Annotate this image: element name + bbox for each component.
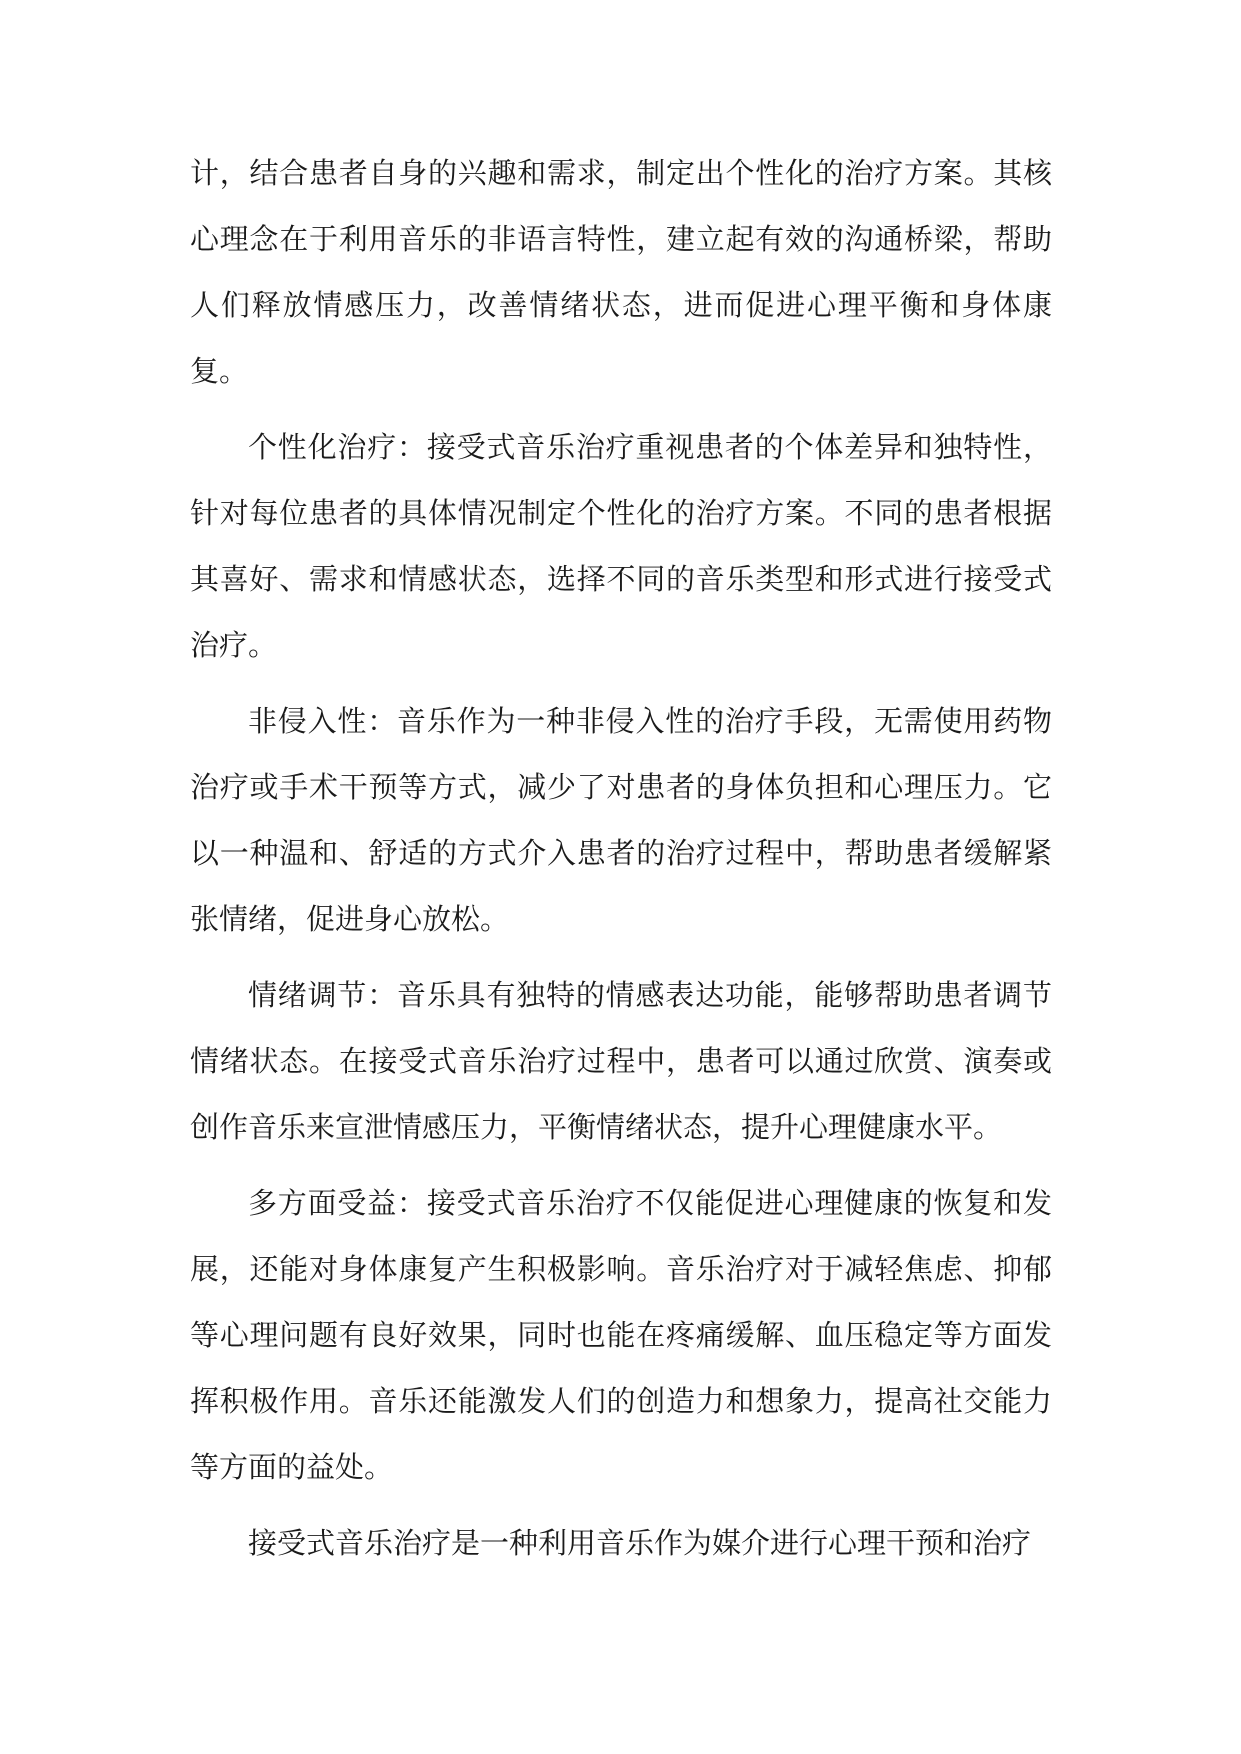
body-text: [190, 140, 1052, 1586]
paragraph-6: 接受式音乐治疗是一种利用音乐作为媒介进行心理干预和治疗: [248, 1526, 1032, 1560]
paragraph-4: 情绪调节：音乐具有独特的情感表达功能，能够帮助患者调节情绪状态。在接受式音乐治疗过程中，患者可以通过欣赏、演奏或创作音乐来宣泄情感压力，平衡情绪状态，提升心理健康水平。: [190, 978, 1052, 1144]
paragraph-2: 个性化治疗：接受式音乐治疗重视患者的个体差异和独特性，针对每位患者的具体情况制定个性化的治疗方案。不同的患者根据其喜好、需求和情感状态，选择不同的音乐类型和形式进行接受式治疗。: [190, 430, 1052, 662]
paragraph-1: 计，结合患者自身的兴趣和需求，制定出个性化的治疗方案。其核心理念在于利用音乐的非语言特性，建立起有效的沟通桥梁，帮助人们释放情感压力，改善情绪状态，进而促进心理平衡和身体康复。: [190, 156, 1052, 388]
paragraph-3: 非侵入性：音乐作为一种非侵入性的治疗手段，无需使用药物治疗或手术干预等方式，减少了对患者的身体负担和心理压力。它以一种温和、舒适的方式介入患者的治疗过程中，帮助患者缓解紧张情绪，促进身心放松。: [190, 704, 1052, 936]
paragraph-5: 多方面受益：接受式音乐治疗不仅能促进心理健康的恢复和发展，还能对身体康复产生积极影响。音乐治疗对于减轻焦虑、抑郁等心理问题有良好效果，同时也能在疼痛缓解、血压稳定等方面发挥积极作用。音乐还能激发人们的创造力和想象力，提高社交能力等方面的益处。: [190, 1186, 1052, 1484]
